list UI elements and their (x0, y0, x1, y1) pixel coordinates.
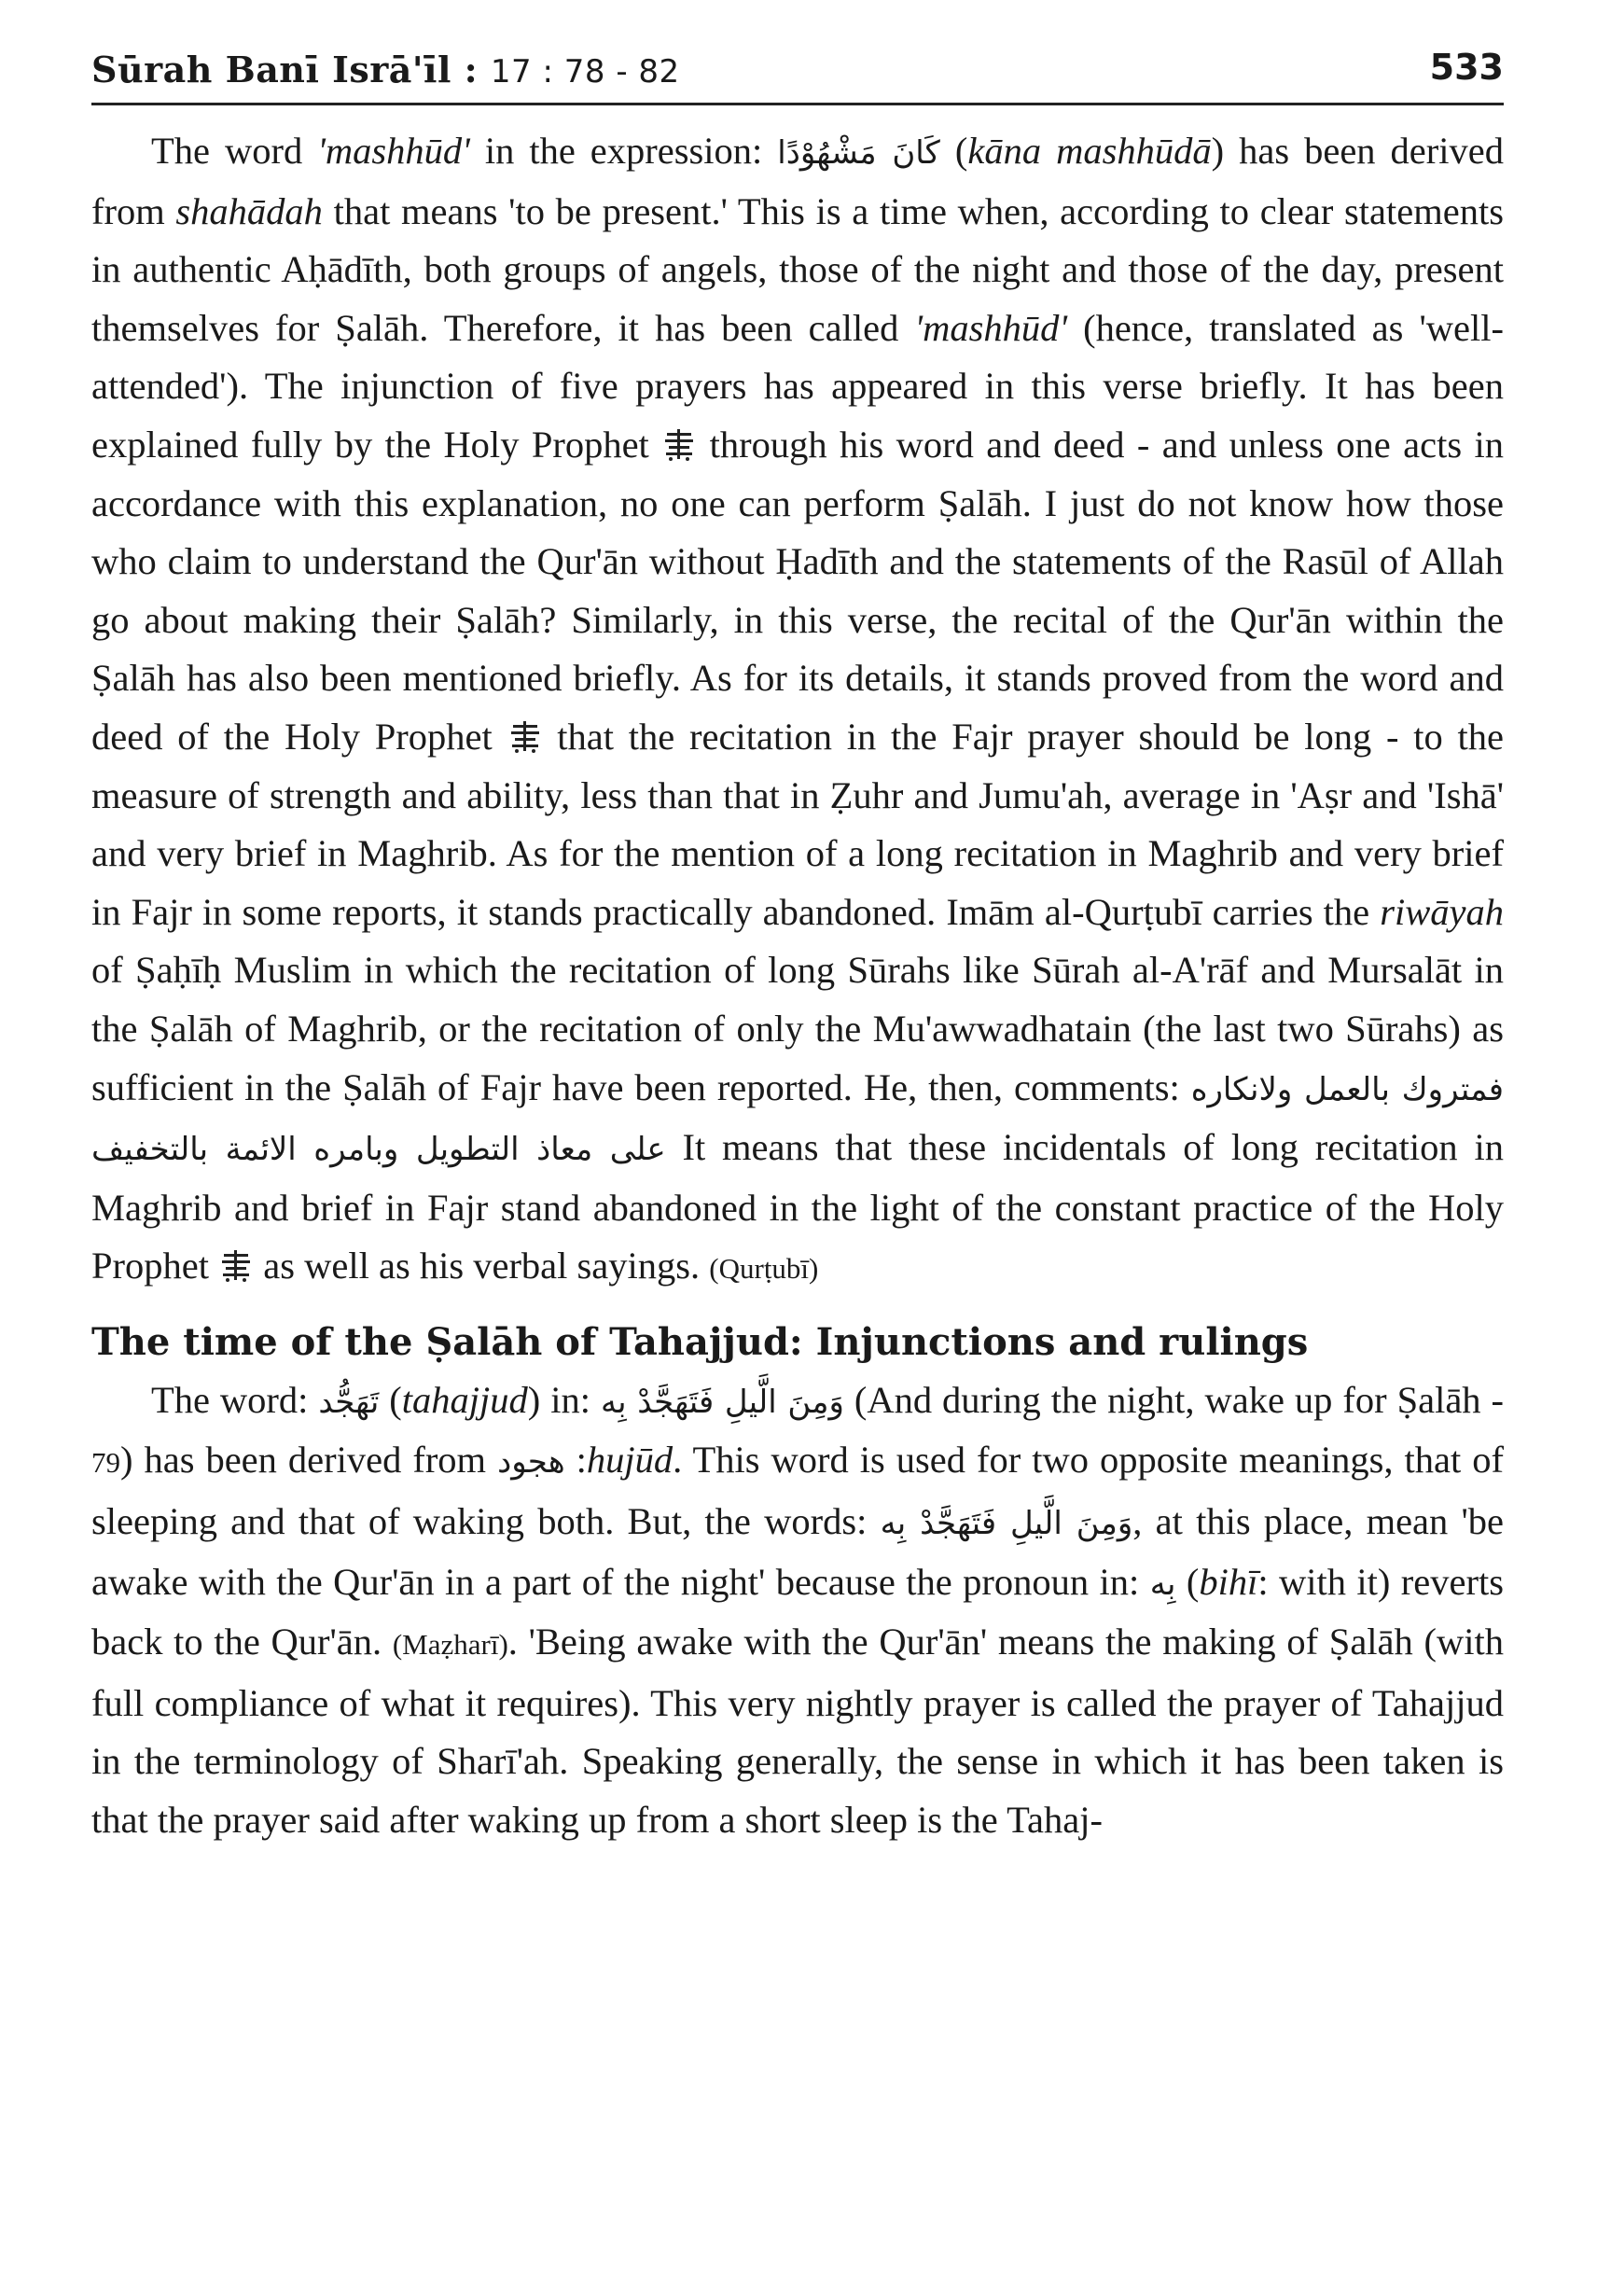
text-run: in the expression: (469, 130, 778, 172)
paragraph-mashhud (91, 122, 1504, 1299)
arabic-bihi: بِه (1149, 1565, 1176, 1603)
arabic-kana-mashhuda: كَانَ مَشْهُوْدًا (777, 134, 940, 172)
text-run: ) has been derived from (91, 130, 1504, 232)
text-run: (hence, translated as 'well-attended'). The injunction of five prayers has appeared in this verse briefly. It has been explained fully by the Holy Prophet (91, 306, 1504, 466)
term-mashhud: 'mashhūd' (914, 306, 1068, 349)
arabic-verse-phrase: وَمِنَ الَّيلِ فَتَهَجَّدْ بِه (600, 1383, 844, 1421)
text-run: , at this place, mean 'be awake with the Qur'ān in a part of the night' because the pronoun in: (91, 1500, 1505, 1603)
citation-mazhari: (Maẓharī) (392, 1628, 508, 1662)
term-riwayah: riwāyah (1380, 890, 1504, 933)
text-run: ) has been derived from (120, 1439, 498, 1482)
text-run: . 'Being awake with the Qur'ān' means the making of Ṣalāh (with full compliance of what it requires). This very nightly prayer is called the prayer of Tahajjud in the terminology of Sharī'ah. Speaking generally, the sense in which it has been taken is that the prayer said after waking up from a short sleep is the Tahaj- (91, 1621, 1504, 1842)
arabic-verse-phrase: وَمِنَ الَّيلِ فَتَهَجَّدْ بِه (880, 1505, 1133, 1543)
text-run: : with it) reverts back to the Qur'ān. (91, 1560, 1504, 1663)
verse-number: 79 (91, 1446, 120, 1480)
salutation-icon (509, 719, 541, 755)
text-run: (And during the night, wake up for Ṣalāh - (843, 1378, 1504, 1421)
arabic-tahajjud: تَهَجُّد (318, 1383, 380, 1421)
text-run: ( (939, 130, 968, 172)
page-body (91, 122, 1504, 1850)
text-run: It means that these incidentals of long recitation in Maghrib and brief in Fajr stand abandoned in the light of the constant practice of the Holy Prophet (91, 1126, 1504, 1287)
transliteration-kana-mashhuda: kāna mashhūdā (967, 130, 1212, 172)
text-run: as well as his verbal sayings. (254, 1245, 710, 1287)
text-run: ( (1175, 1560, 1200, 1603)
page-number: 533 (1429, 47, 1504, 88)
text-run: The word (151, 130, 318, 172)
verse-reference: 17 : 78 - 82 (490, 53, 680, 90)
text-run: through his word and deed - and unless one acts in accordance with this explanation, no one can perform Ṣalāh. I just do not know how those who claim to understand the Qur'ān without Ḥadīth and the statements of the Rasūl of Allah go about making their Ṣalāh? Similarly, in this verse, the recital of the Qur'ān within the Ṣalāh has also been mentioned briefly. As for its details, it stands proved from the word and deed of the Holy Prophet (91, 423, 1504, 758)
text-run: of Ṣaḥīḥ Muslim in which the recitation of long Sūrahs like Sūrah al-A'rāf and Mursalāt in the Ṣalāh of Maghrib, or the recitation of only the Mu'awwadhatain (the last two Sūrahs) as sufficient in the Ṣalāh of Fajr have been reported. He, then, comments: (91, 949, 1504, 1108)
running-head (91, 37, 1504, 105)
surah-title (91, 49, 680, 90)
paragraph-tahajjud (91, 1371, 1504, 1850)
term-mashhud: 'mashhūd' (317, 130, 470, 172)
text-run: ) in: (527, 1378, 601, 1421)
transliteration-bihi: bihī (1199, 1560, 1258, 1603)
transliteration-hujud: hujūd (586, 1439, 674, 1482)
text-run: . This word is used for two opposite meanings, that of sleeping and that of waking both. But, the words: (91, 1439, 1504, 1543)
salutation-icon (663, 427, 695, 463)
surah-name: Sūrah Banī Isrā'īl : (91, 49, 479, 90)
arabic-quotation: فمتروك بالعمل ولانكاره على معاذ التطويل وبامره الائمة بالتخفيف (91, 1070, 1504, 1169)
citation-qurtubi: (Qurṭubī) (709, 1252, 819, 1286)
text-run: that means 'to be present.' This is a time when, according to clear statements in authentic Aḥādīth, both groups of angels, those of the night and those of the day, present themselves for Ṣalāh. Therefore, it has been called (91, 189, 1504, 349)
transliteration-tahajjud: tahajjud (401, 1378, 528, 1421)
page (91, 37, 1504, 1850)
section-heading: The time of the Ṣalāh of Tahajjud: Injunctions and rulings (91, 1319, 1309, 1364)
text-run: that the recitation in the Fajr prayer should be long - to the measure of strength and ability, less than that in Ẓuhr and Jumu'ah, average in 'Aṣr and 'Ishā' and very brief in Maghrib. As for the mention of a long recitation in Maghrib and very brief in Fajr in some reports, it stands practically abandoned. Imām al-Qurṭubī carries the (91, 715, 1505, 933)
text-run: The word: (151, 1378, 319, 1421)
arabic-hujud: هجود (497, 1443, 565, 1482)
text-run: : (564, 1439, 587, 1482)
term-shahadah: shahādah (175, 189, 323, 232)
text-run: ( (379, 1378, 402, 1421)
salutation-icon (220, 1248, 252, 1284)
